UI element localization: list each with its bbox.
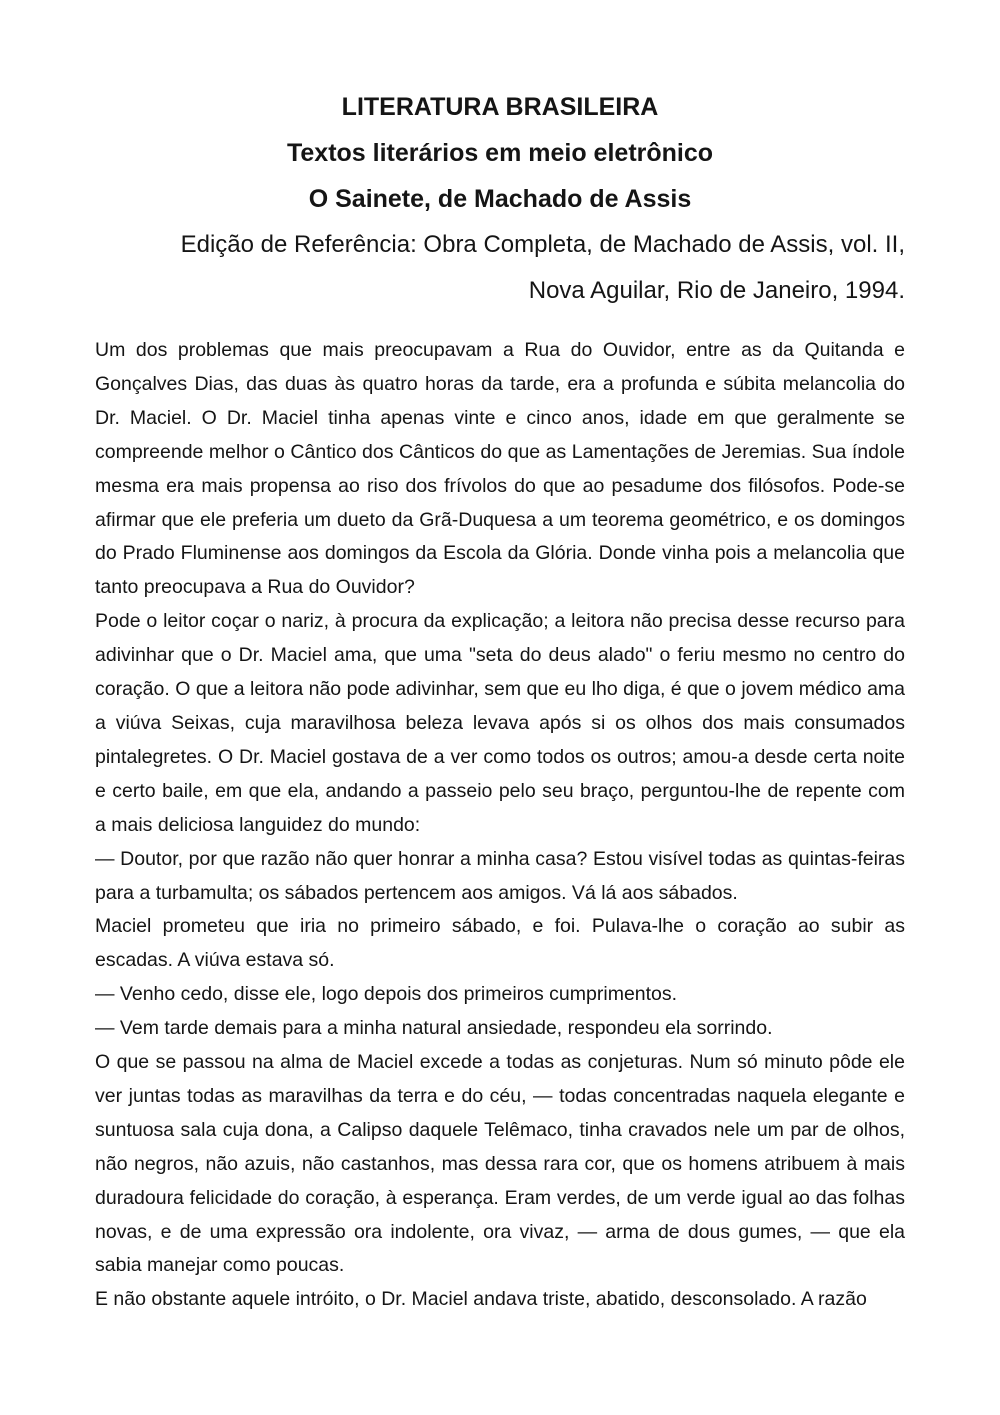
document-title-line-1: LITERATURA BRASILEIRA xyxy=(341,93,659,121)
paragraph-5-dialogue: — Venho cedo, disse ele, logo depois dos primeiros cumprimentos. xyxy=(95,983,678,1006)
document-header xyxy=(95,84,905,314)
paragraph-4: Maciel prometeu que iria no primeiro sábado, e foi. Pulava-lhe o coração ao subir as escadas. A viúva estava só. xyxy=(95,915,905,972)
paragraph-6-dialogue: — Vem tarde demais para a minha natural ansiedade, respondeu ela sorrindo. xyxy=(95,1017,773,1040)
document-body xyxy=(95,334,905,1317)
paragraph-2: Pode o leitor coçar o nariz, à procura da explicação; a leitora não precisa desse recurso para adivinhar que o Dr. Maciel ama, que uma "seta do deus alado" o feriu mesmo no centro do coração. O que a leitora não pode adivinhar, sem que eu lho diga, é que o jovem médico ama a viúva Seixas, cuja maravilhosa beleza levava após si os olhos dos mais consumados pintalegretes. O Dr. Maciel gostava de a ver como todos os outros; amou-a desde certa noite e certo baile, em que ela, andando a passeio pelo seu braço, perguntou-lhe de repente com a mais deliciosa languidez do mundo: xyxy=(95,610,905,836)
document-title-line-2: Textos literários em meio eletrônico xyxy=(286,139,714,167)
paragraph-8: E não obstante aquele intróito, o Dr. Maciel andava triste, abatido, desconsolado. A razão xyxy=(95,1288,867,1311)
document-title-line-3: O Sainete, de Machado de Assis xyxy=(308,185,692,213)
reference-edition-line: Edição de Referência: Obra Completa, de Machado de Assis, vol. II, xyxy=(180,231,905,258)
reference-publisher-line: Nova Aguilar, Rio de Janeiro, 1994. xyxy=(528,277,905,304)
paragraph-7: O que se passou na alma de Maciel excede a todas as conjeturas. Num só minuto pôde ele ver juntas todas as maravilhas da terra e do céu, — todas concentradas naquela elegante e suntuosa sala cuja dona, a Calipso daquele Telêmaco, tinha cravados nele um par de olhos, não negros, não azuis, não castanhos, mas dessa rara cor, que os homens atribuem à mais duradoura felicidade do coração, à esperança. Eram verdes, de um verde igual ao das folhas novas, e de uma expressão ora indolente, ora vivaz, — arma de dous gumes, — que ela sabia manejar como poucas. xyxy=(95,1051,905,1277)
paragraph-3-dialogue: — Doutor, por que razão não quer honrar a minha casa? Estou visível todas as quintas-feiras para a turbamulta; os sábados pertencem aos amigos. Vá lá aos sábados. xyxy=(95,847,905,904)
paragraph-1: Um dos problemas que mais preocupavam a Rua do Ouvidor, entre as da Quitanda e Gonçalves Dias, das duas às quatro horas da tarde, era a profunda e súbita melancolia do Dr. Maciel. O Dr. Maciel tinha apenas vinte e cinco anos, idade em que geralmente se compreende melhor o Cântico dos Cânticos do que as Lamentações de Jeremias. Sua índole mesma era mais propensa ao riso dos frívolos do que ao pesadume dos filósofos. Pode-se afirmar que ele preferia um dueto da Grã-Duquesa a um teorema geométrico, e os domingos do Prado Fluminense aos domingos da Escola da Glória. Donde vinha pois a melancolia que tanto preocupava a Rua do Ouvidor? xyxy=(95,339,905,599)
